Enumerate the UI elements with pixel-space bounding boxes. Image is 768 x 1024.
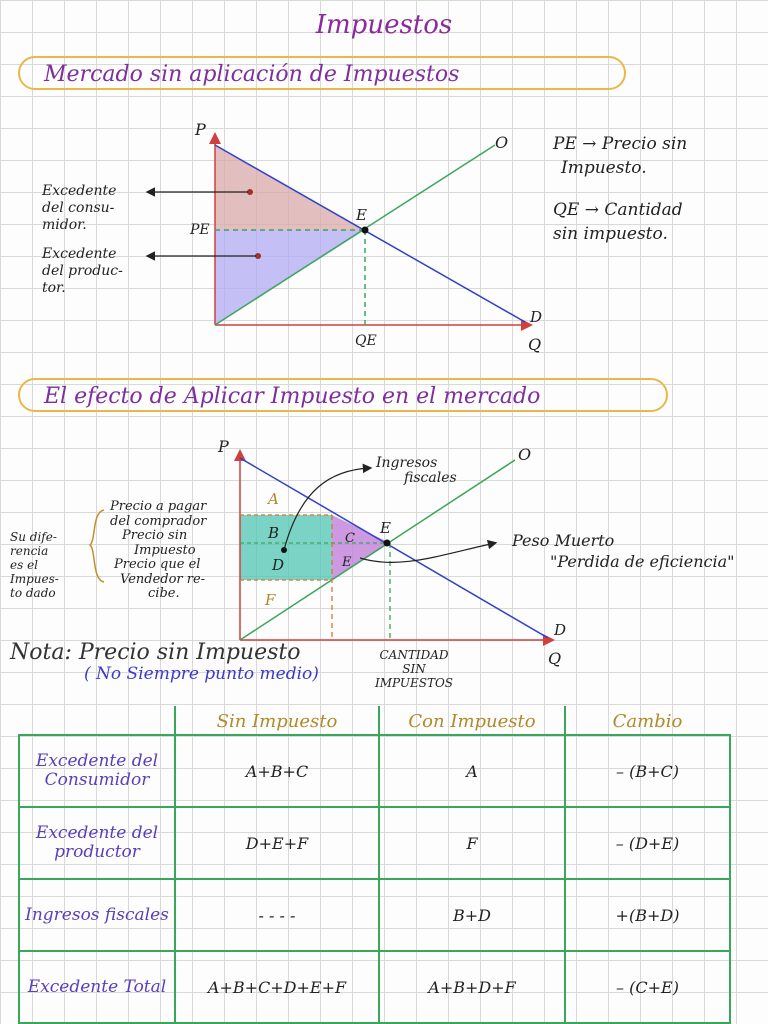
area-d: D bbox=[272, 556, 285, 574]
table-row bbox=[19, 807, 730, 879]
p-axis-label: P bbox=[195, 120, 206, 139]
area-a: A bbox=[268, 490, 279, 508]
col-header-cambio: Cambio bbox=[565, 707, 730, 735]
table-corner bbox=[19, 707, 175, 735]
supply-label: O bbox=[495, 133, 509, 152]
col-header-con: Con Impuesto bbox=[379, 707, 565, 735]
row-label: Excedente del productor bbox=[19, 807, 175, 879]
col-header-sin: Sin Impuesto bbox=[175, 707, 379, 735]
cell-cambio: +(B+D) bbox=[565, 879, 730, 951]
area-f: F bbox=[265, 591, 276, 609]
table-header-row bbox=[19, 707, 730, 735]
q-axis-label: Q bbox=[528, 335, 542, 354]
cell-sin: - - - - bbox=[175, 879, 379, 951]
peso-muerto-note: Peso Muerto "Perdida de eficiencia" bbox=[512, 531, 735, 571]
cell-con: A bbox=[379, 735, 565, 807]
table-row bbox=[19, 951, 730, 1023]
price-notes: Precio a pagar del comprador Precio sin Impuesto Precio que el Vendedor re- cibe. bbox=[110, 499, 207, 601]
pe-label: PE bbox=[190, 222, 210, 238]
cell-cambio: – (B+C) bbox=[565, 735, 730, 807]
cell-sin: D+E+F bbox=[175, 807, 379, 879]
qty-no-tax-note: CANTIDAD SIN IMPUESTOS bbox=[374, 648, 454, 690]
brace bbox=[90, 510, 104, 582]
equilibrium-label-2: E bbox=[380, 519, 391, 537]
section1-banner: Mercado sin aplicación de Impuestos bbox=[18, 56, 626, 90]
table-row bbox=[19, 735, 730, 807]
area-c: C bbox=[345, 531, 355, 546]
equilibrium-point-2 bbox=[384, 540, 391, 547]
tax-revenue-area bbox=[240, 515, 332, 580]
p-axis-label-2: P bbox=[218, 437, 229, 456]
q-axis-label-2: Q bbox=[548, 649, 562, 668]
cell-cambio: – (C+E) bbox=[565, 951, 730, 1023]
nota-text: Nota: Precio sin Impuesto bbox=[10, 640, 301, 665]
cell-con: F bbox=[379, 807, 565, 879]
producer-surplus-note: Excedente del produc- tor. bbox=[42, 246, 123, 296]
consumer-surplus-note: Excedente del consu- midor. bbox=[42, 183, 117, 233]
demand-label: D bbox=[530, 308, 543, 326]
row-label: Excedente del Consumidor bbox=[19, 735, 175, 807]
equilibrium-point bbox=[362, 227, 369, 234]
cell-sin: A+B+C bbox=[175, 735, 379, 807]
supply-label-2: O bbox=[518, 445, 532, 464]
cell-cambio: – (D+E) bbox=[565, 807, 730, 879]
area-b: B bbox=[268, 524, 280, 542]
equilibrium-label: E bbox=[356, 206, 367, 224]
page-title: Impuestos bbox=[315, 10, 453, 40]
cell-con: A+B+D+F bbox=[379, 951, 565, 1023]
area-e: E bbox=[342, 555, 352, 570]
definitions-legend: PE → Precio sin Impuesto. QE → Cantidad sin impuesto. bbox=[553, 134, 688, 244]
nota-subtext: ( No Siempre punto medio) bbox=[84, 664, 319, 684]
row-label: Excedente Total bbox=[19, 951, 175, 1023]
cell-sin: A+B+C+D+E+F bbox=[175, 951, 379, 1023]
demand-label-2: D bbox=[554, 621, 567, 639]
row-label: Ingresos fiscales bbox=[19, 879, 175, 951]
difference-note: Su dife- rencia es el Impues- to dado bbox=[10, 530, 59, 600]
table-row bbox=[19, 879, 730, 951]
qe-label: QE bbox=[355, 333, 377, 349]
summary-table bbox=[18, 706, 731, 1024]
cell-con: B+D bbox=[379, 879, 565, 951]
section2-banner: El efecto de Aplicar Impuesto en el mercado bbox=[18, 378, 668, 412]
ingresos-note: Ingresos fiscales bbox=[376, 455, 457, 486]
